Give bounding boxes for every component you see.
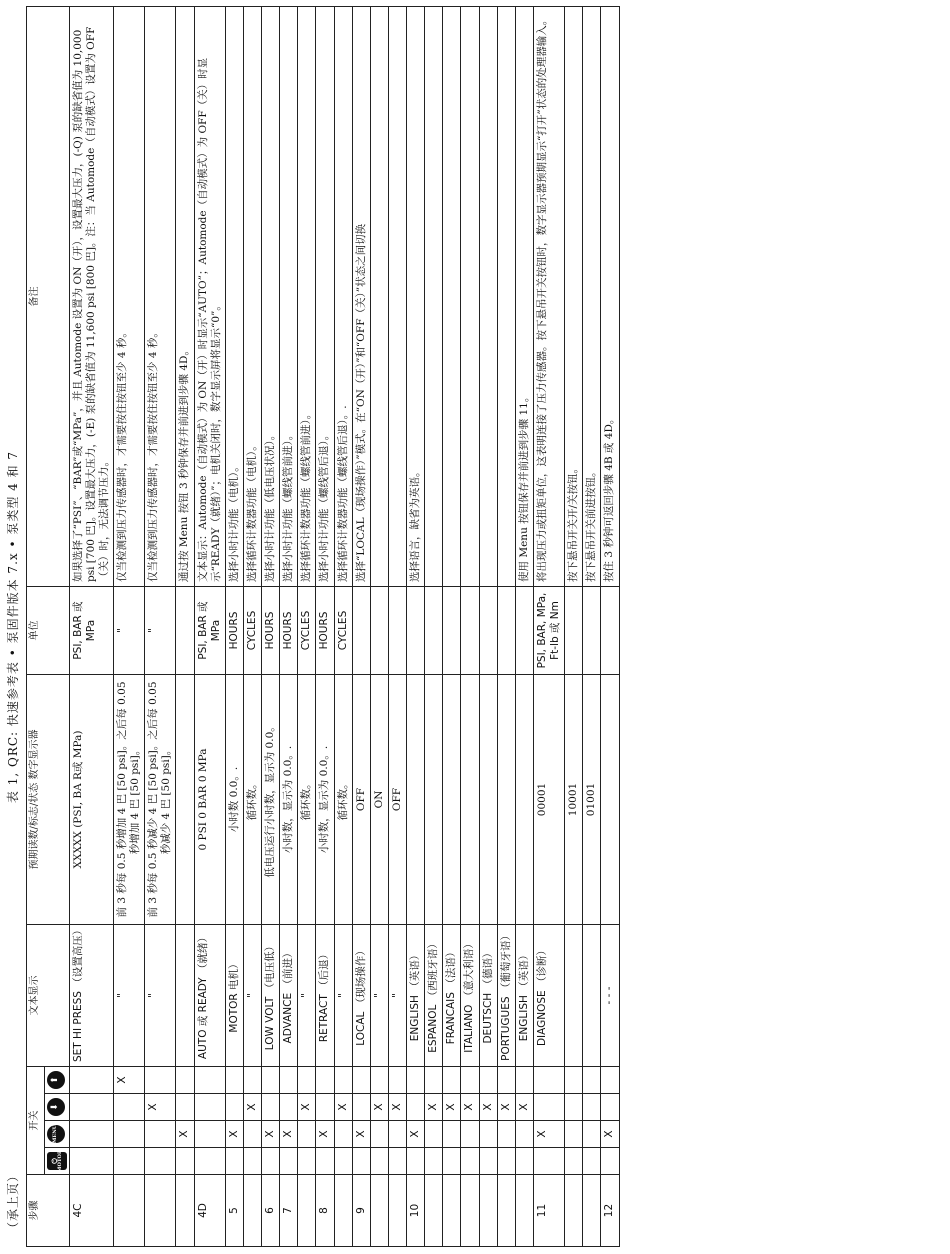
- down-switch-cell: [262, 1094, 280, 1121]
- step-cell: 4D: [194, 1175, 225, 1247]
- up-switch-cell: [461, 1067, 479, 1094]
- expected-reading-cell: 01001: [583, 675, 601, 925]
- step-cell: [497, 1175, 515, 1247]
- note-cell: 选择循环计数器功能（螺线管后退）。.: [334, 7, 352, 587]
- up-key-cell: [44, 1067, 69, 1094]
- down-switch-cell: [225, 1094, 243, 1121]
- table-row: [243, 7, 261, 1247]
- text-display-cell: [583, 925, 601, 1067]
- unit-cell: [601, 587, 619, 675]
- expected-reading-cell: OFF: [388, 675, 406, 925]
- table-row: [298, 7, 316, 1247]
- motor-switch-cell: [565, 1148, 583, 1175]
- header-row: [27, 7, 45, 1247]
- text-display-cell: DIAGNOSE （诊断）: [533, 925, 564, 1067]
- down-switch-cell: [565, 1094, 583, 1121]
- menu-switch-cell: [497, 1121, 515, 1148]
- menu-switch-cell: X: [280, 1121, 298, 1148]
- motor-switch-cell: [533, 1148, 564, 1175]
- unit-cell: [583, 587, 601, 675]
- unit-cell: PSI, BAR 或 MPa: [194, 587, 225, 675]
- unit-cell: [443, 587, 461, 675]
- note-cell: 将出现压力或扭矩单位，这表明连接了压力传感器。按下悬吊开关按钮时，数字显示器预期显示“打开”状态的处理器输入。: [533, 7, 564, 587]
- unit-cell: CYCLES: [243, 587, 261, 675]
- note-cell: 选择小时计功能（电机）。: [225, 7, 243, 587]
- table-row: [69, 7, 113, 1247]
- down-switch-cell: [194, 1094, 225, 1121]
- table-row: [280, 7, 298, 1247]
- expected-reading-cell: ON: [370, 675, 388, 925]
- unit-cell: [407, 587, 425, 675]
- motor-switch-cell: [407, 1148, 425, 1175]
- up-switch-cell: [298, 1067, 316, 1094]
- down-switch-cell: [533, 1094, 564, 1121]
- up-switch-cell: [194, 1067, 225, 1094]
- up-switch-cell: [407, 1067, 425, 1094]
- table-row: [194, 7, 225, 1247]
- table-row: [461, 7, 479, 1247]
- down-switch-cell: X: [443, 1094, 461, 1121]
- expected-reading-cell: 循环数。: [243, 675, 261, 925]
- motor-switch-cell: [194, 1148, 225, 1175]
- motor-switch-cell: [443, 1148, 461, 1175]
- unit-cell: [565, 587, 583, 675]
- header-step: 步骤: [27, 1175, 70, 1247]
- text-display-cell: [176, 925, 194, 1067]
- motor-switch-cell: [583, 1148, 601, 1175]
- step-cell: 11: [533, 1175, 564, 1247]
- note-cell: 仅当检测到压力传感器时，才需要按住按钮至少 4 秒。: [145, 7, 176, 587]
- unit-cell: ": [113, 587, 144, 675]
- up-switch-cell: [497, 1067, 515, 1094]
- text-display-cell: DEUTSCH （德语）: [479, 925, 497, 1067]
- up-switch-cell: [515, 1067, 533, 1094]
- table-row: [407, 7, 425, 1247]
- note-cell: [388, 7, 406, 587]
- text-display-cell: LOCAL （现场操作）: [352, 925, 370, 1067]
- expected-reading-cell: 0 PSI 0 BAR 0 MPa: [194, 675, 225, 925]
- up-arrow-icon: ⬆: [47, 1071, 65, 1089]
- menu-switch-cell: X: [533, 1121, 564, 1148]
- down-switch-cell: [280, 1094, 298, 1121]
- motor-switch-cell: [316, 1148, 334, 1175]
- table-row: [601, 7, 619, 1247]
- unit-cell: [515, 587, 533, 675]
- step-cell: [145, 1175, 176, 1247]
- text-display-cell: ESPANOL （西班牙语）: [425, 925, 443, 1067]
- table-row: [443, 7, 461, 1247]
- down-switch-cell: X: [334, 1094, 352, 1121]
- step-cell: [461, 1175, 479, 1247]
- note-cell: 文本显示：Automode（自动模式）为 ON（开）时显示“AUTO”；Automode（自动模式）为 OFF（关）时显示“READY（就绪）”；电机关闭时，数字显示屏将显示“0”。: [194, 7, 225, 587]
- up-switch-cell: [583, 1067, 601, 1094]
- expected-reading-cell: 小时数 0.0。.: [225, 675, 243, 925]
- expected-reading-cell: [176, 675, 194, 925]
- unit-cell: [461, 587, 479, 675]
- menu-switch-cell: [113, 1121, 144, 1148]
- note-cell: 选择循环计数器功能（电机）。: [243, 7, 261, 587]
- text-display-cell: FRANCAIS （法语）: [443, 925, 461, 1067]
- header-expected: 预期读数/标志/状态 数字显示器: [27, 675, 70, 925]
- motor-switch-cell: [225, 1148, 243, 1175]
- expected-reading-cell: OFF: [352, 675, 370, 925]
- step-cell: [565, 1175, 583, 1247]
- text-display-cell: ADVANCE （前进）: [280, 925, 298, 1067]
- motor-switch-cell: [425, 1148, 443, 1175]
- step-cell: [243, 1175, 261, 1247]
- menu-switch-cell: X: [225, 1121, 243, 1148]
- menu-switch-cell: X: [601, 1121, 619, 1148]
- motor-switch-cell: [243, 1148, 261, 1175]
- down-switch-cell: [176, 1094, 194, 1121]
- note-cell: 通过按 Menu 按钮 3 秒钟保存并前进到步骤 4D。: [176, 7, 194, 587]
- unit-cell: ": [145, 587, 176, 675]
- text-display-cell: [565, 925, 583, 1067]
- down-switch-cell: [583, 1094, 601, 1121]
- unit-cell: HOURS: [225, 587, 243, 675]
- motor-switch-cell: [262, 1148, 280, 1175]
- step-cell: [515, 1175, 533, 1247]
- up-switch-cell: X: [113, 1067, 144, 1094]
- motor-switch-cell: [497, 1148, 515, 1175]
- menu-switch-cell: [370, 1121, 388, 1148]
- text-display-cell: ENGLISH （英语）: [407, 925, 425, 1067]
- step-cell: 5: [225, 1175, 243, 1247]
- up-switch-cell: [262, 1067, 280, 1094]
- expected-reading-cell: 10001: [565, 675, 583, 925]
- motor-switch-cell: [334, 1148, 352, 1175]
- table-body: [69, 7, 619, 1247]
- motor-switch-cell: [145, 1148, 176, 1175]
- menu-switch-cell: [461, 1121, 479, 1148]
- step-cell: [334, 1175, 352, 1247]
- down-switch-cell: X: [479, 1094, 497, 1121]
- expected-reading-cell: [497, 675, 515, 925]
- up-switch-cell: [370, 1067, 388, 1094]
- header-unit: 单位: [27, 587, 70, 675]
- down-switch-cell: X: [145, 1094, 176, 1121]
- up-switch-cell: [176, 1067, 194, 1094]
- up-switch-cell: [69, 1067, 113, 1094]
- continued-label: （承上页）: [6, 1168, 20, 1234]
- down-switch-cell: X: [461, 1094, 479, 1121]
- unit-cell: PSI, BAR, MPa, Ft-lb 或 Nm: [533, 587, 564, 675]
- step-cell: [113, 1175, 144, 1247]
- expected-reading-cell: [407, 675, 425, 925]
- note-cell: [443, 7, 461, 587]
- menu-switch-cell: [145, 1121, 176, 1148]
- text-display-cell: ": [370, 925, 388, 1067]
- motor-switch-cell: [352, 1148, 370, 1175]
- down-switch-cell: [69, 1094, 113, 1121]
- menu-switch-cell: X: [176, 1121, 194, 1148]
- menu-switch-cell: X: [262, 1121, 280, 1148]
- table-row: [316, 7, 334, 1247]
- unit-cell: [497, 587, 515, 675]
- note-cell: 如果选择了“PSI”、“BAR”或“MPa”，并且 Automode 设置为 ON（开），设置最大压力，(-Q) 泵的缺省值为 10,000 psi [700 巴]。设置最大压力，(-E) 泵的缺省值为 11,600 psi [800 巴]。注：当 Automode（自动模式）设置为 OFF（关）时，无法调节压力。: [69, 7, 113, 587]
- down-switch-cell: [316, 1094, 334, 1121]
- unit-cell: HOURS: [262, 587, 280, 675]
- step-cell: [425, 1175, 443, 1247]
- step-cell: 12: [601, 1175, 619, 1247]
- step-cell: 9: [352, 1175, 370, 1247]
- motor-switch-cell: [479, 1148, 497, 1175]
- note-cell: 按住 3 秒钟可返回步骤 4B 或 4D。: [601, 7, 619, 587]
- motor-switch-cell: [298, 1148, 316, 1175]
- expected-reading-cell: 循环数。: [298, 675, 316, 925]
- menu-switch-cell: [479, 1121, 497, 1148]
- header-switch: 开关: [27, 1067, 45, 1175]
- text-display-cell: ": [243, 925, 261, 1067]
- down-switch-cell: X: [370, 1094, 388, 1121]
- note-cell: 按下悬吊开关前进按钮。: [583, 7, 601, 587]
- unit-cell: HOURS: [280, 587, 298, 675]
- table-row: [515, 7, 533, 1247]
- menu-switch-cell: X: [316, 1121, 334, 1148]
- text-display-cell: ": [113, 925, 144, 1067]
- unit-cell: [352, 587, 370, 675]
- motor-switch-cell: [515, 1148, 533, 1175]
- expected-reading-cell: 00001: [533, 675, 564, 925]
- expected-reading-cell: [601, 675, 619, 925]
- up-switch-cell: [388, 1067, 406, 1094]
- up-switch-cell: [225, 1067, 243, 1094]
- menu-key-cell: [44, 1121, 69, 1148]
- text-display-cell: ": [145, 925, 176, 1067]
- down-switch-cell: X: [515, 1094, 533, 1121]
- table-row: [352, 7, 370, 1247]
- menu-switch-cell: [565, 1121, 583, 1148]
- unit-cell: CYCLES: [298, 587, 316, 675]
- note-cell: 选择小时计功能（低电压状况）。: [262, 7, 280, 587]
- menu-key-icon: MENU: [47, 1125, 65, 1143]
- table-row: [334, 7, 352, 1247]
- unit-cell: HOURS: [316, 587, 334, 675]
- menu-switch-cell: [69, 1121, 113, 1148]
- menu-switch-cell: [515, 1121, 533, 1148]
- motor-switch-cell: [176, 1148, 194, 1175]
- text-display-cell: ENGLISH （英语）: [515, 925, 533, 1067]
- text-display-cell: AUTO 或 READY （就绪）: [194, 925, 225, 1067]
- menu-switch-cell: X: [352, 1121, 370, 1148]
- note-cell: 选择循环计数器功能（螺线管前进）。: [298, 7, 316, 587]
- up-switch-cell: [565, 1067, 583, 1094]
- table-row: [533, 7, 564, 1247]
- expected-reading-cell: [443, 675, 461, 925]
- step-cell: 4C: [69, 1175, 113, 1247]
- note-cell: [479, 7, 497, 587]
- table-row: [370, 7, 388, 1247]
- table-row: [145, 7, 176, 1247]
- step-cell: 8: [316, 1175, 334, 1247]
- motor-switch-cell: [113, 1148, 144, 1175]
- table-row: [388, 7, 406, 1247]
- table-row: [565, 7, 583, 1247]
- down-switch-cell: X: [497, 1094, 515, 1121]
- expected-reading-cell: 前 3 秒每 0.5 秒增加 4 巴 [50 psi]。之后每 0.05 秒增加 4 巴 [50 psi]。: [113, 675, 144, 925]
- expected-reading-cell: 循环数。: [334, 675, 352, 925]
- note-cell: 仅当检测到压力传感器时，才需要按住按钮至少 4 秒。: [113, 7, 144, 587]
- motor-switch-cell: [461, 1148, 479, 1175]
- step-cell: [298, 1175, 316, 1247]
- motor-switch-cell: [69, 1148, 113, 1175]
- expected-reading-cell: XXXXX (PSI, BA R或 MPa): [69, 675, 113, 925]
- down-switch-cell: X: [298, 1094, 316, 1121]
- expected-reading-cell: [515, 675, 533, 925]
- unit-cell: PSI, BAR 或 MPa: [69, 587, 113, 675]
- down-switch-cell: [113, 1094, 144, 1121]
- step-cell: [176, 1175, 194, 1247]
- up-switch-cell: [316, 1067, 334, 1094]
- unit-cell: [425, 587, 443, 675]
- menu-switch-cell: [243, 1121, 261, 1148]
- note-cell: [497, 7, 515, 587]
- menu-switch-cell: [425, 1121, 443, 1148]
- table-row: [497, 7, 515, 1247]
- up-switch-cell: [533, 1067, 564, 1094]
- step-cell: [370, 1175, 388, 1247]
- note-cell: [370, 7, 388, 587]
- note-cell: 选择小时计功能（螺线管前进）。: [280, 7, 298, 587]
- text-display-cell: ": [388, 925, 406, 1067]
- up-switch-cell: [243, 1067, 261, 1094]
- expected-reading-cell: 小时数，显示为 0.0。.: [280, 675, 298, 925]
- unit-cell: [176, 587, 194, 675]
- menu-switch-cell: [334, 1121, 352, 1148]
- table-row: [262, 7, 280, 1247]
- motor-key-icon: ⏻ MOTOR: [47, 1152, 67, 1170]
- down-switch-cell: X: [388, 1094, 406, 1121]
- text-display-cell: PORTUGUES （葡萄牙语）: [497, 925, 515, 1067]
- page-title: [4, 0, 18, 1254]
- expected-reading-cell: [425, 675, 443, 925]
- menu-switch-cell: [194, 1121, 225, 1148]
- expected-reading-cell: 前 3 秒每 0.5 秒减少 4 巴 [50 psi]。之后每 0.05 秒减少 4 巴 [50 psi]。: [145, 675, 176, 925]
- down-switch-cell: [601, 1094, 619, 1121]
- unit-cell: [370, 587, 388, 675]
- step-cell: [443, 1175, 461, 1247]
- text-display-cell: RETRACT （后退）: [316, 925, 334, 1067]
- note-cell: 选择小时计功能（螺线管后退）。: [316, 7, 334, 587]
- menu-switch-cell: [443, 1121, 461, 1148]
- unit-cell: CYCLES: [334, 587, 352, 675]
- expected-reading-cell: [461, 675, 479, 925]
- down-switch-cell: X: [243, 1094, 261, 1121]
- unit-cell: [388, 587, 406, 675]
- up-switch-cell: [280, 1067, 298, 1094]
- down-arrow-icon: ⬇: [47, 1098, 65, 1116]
- text-display-cell: - - -: [601, 925, 619, 1067]
- note-cell: 选择“LOCAL（现场操作）”模式。在“ON（开）”和“OFF（关）”状态之间切换: [352, 7, 370, 587]
- up-switch-cell: [443, 1067, 461, 1094]
- up-switch-cell: [145, 1067, 176, 1094]
- text-display-cell: MOTOR 电机）: [225, 925, 243, 1067]
- down-key-cell: [44, 1094, 69, 1121]
- menu-switch-cell: [298, 1121, 316, 1148]
- table-row: [479, 7, 497, 1247]
- step-cell: [479, 1175, 497, 1247]
- text-display-cell: ": [334, 925, 352, 1067]
- up-switch-cell: [334, 1067, 352, 1094]
- step-cell: [388, 1175, 406, 1247]
- step-cell: [583, 1175, 601, 1247]
- table-title: 表 1, QRC: 快速参考表 • 泵固件版本 7.x • 泵类型 4 和 7: [6, 450, 20, 804]
- menu-switch-cell: [583, 1121, 601, 1148]
- table-row: [425, 7, 443, 1247]
- expected-reading-cell: [479, 675, 497, 925]
- down-switch-cell: [352, 1094, 370, 1121]
- unit-cell: [479, 587, 497, 675]
- down-switch-cell: [407, 1094, 425, 1121]
- text-display-cell: ITALIANO （意大利语）: [461, 925, 479, 1067]
- motor-switch-cell: [601, 1148, 619, 1175]
- note-cell: [461, 7, 479, 587]
- step-cell: 7: [280, 1175, 298, 1247]
- note-cell: 按下悬吊开关开/关按钮。: [565, 7, 583, 587]
- down-switch-cell: X: [425, 1094, 443, 1121]
- table-row: [176, 7, 194, 1247]
- up-switch-cell: [425, 1067, 443, 1094]
- text-display-cell: SET HI PRESS （设置高压）: [69, 925, 113, 1067]
- table-row: [583, 7, 601, 1247]
- header-note: 备注: [27, 7, 70, 587]
- up-switch-cell: [479, 1067, 497, 1094]
- up-switch-cell: [352, 1067, 370, 1094]
- motor-switch-cell: [280, 1148, 298, 1175]
- motor-key-cell: [44, 1148, 69, 1175]
- note-cell: 选择语言，缺省为英语。: [407, 7, 425, 587]
- header-text: 文本显示: [27, 925, 70, 1067]
- expected-reading-cell: 小时数，显示为 0.0。.: [316, 675, 334, 925]
- table-row: [225, 7, 243, 1247]
- text-display-cell: ": [298, 925, 316, 1067]
- step-cell: 6: [262, 1175, 280, 1247]
- quick-reference-table: [26, 6, 620, 1247]
- motor-switch-cell: [388, 1148, 406, 1175]
- menu-switch-cell: [388, 1121, 406, 1148]
- note-cell: 使用 Menu 按钮保存并前进到步骤 11。: [515, 7, 533, 587]
- up-switch-cell: [601, 1067, 619, 1094]
- step-cell: 10: [407, 1175, 425, 1247]
- note-cell: [425, 7, 443, 587]
- text-display-cell: LOW VOLT （电压低）: [262, 925, 280, 1067]
- menu-switch-cell: X: [407, 1121, 425, 1148]
- expected-reading-cell: 低电压运行小时数，显示为 0.0。: [262, 675, 280, 925]
- table-row: [113, 7, 144, 1247]
- motor-switch-cell: [370, 1148, 388, 1175]
